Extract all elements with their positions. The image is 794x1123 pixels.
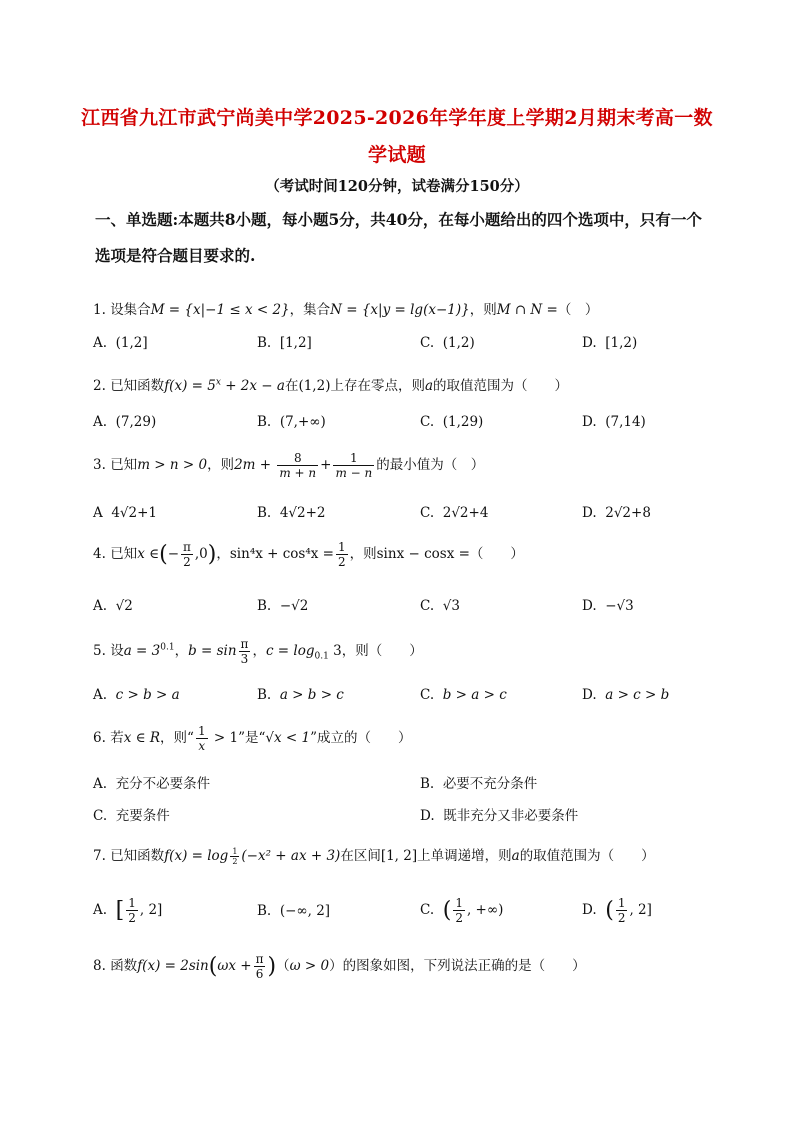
question-1-option-d[interactable]: D. [1,2) [582, 335, 638, 351]
question-3-option-a[interactable]: A 4√2+1 [93, 505, 158, 521]
question-2-option-a[interactable]: A. (7,29) [93, 414, 157, 430]
question-5-option-c[interactable]: C. b > a > c [420, 687, 507, 703]
fraction-one-half: $\frac{1}{2}$ [337, 540, 346, 569]
question-6-option-a[interactable]: A. 充分不必要条件 [93, 776, 211, 792]
question-7-option-b[interactable]: B. (−∞, 2] [257, 903, 331, 919]
question-2-option-b[interactable]: B. (7,+∞) [257, 414, 326, 430]
question-4-option-d[interactable]: D. −√3 [582, 598, 634, 614]
question-6: 6. 若x ∈ R，则“ $\frac{1}{x}$ > 1”是“√x < 1”成立的（ ） [93, 724, 412, 753]
question-5-option-b[interactable]: B. a > b > c [257, 687, 344, 703]
fraction-8-over-m-plus-n: $\frac{8}{m + n}$ [279, 451, 317, 480]
question-6-option-c[interactable]: C. 充要条件 [93, 808, 170, 824]
question-2-option-d[interactable]: D. (7,14) [582, 414, 646, 430]
question-3-option-d[interactable]: D. 2√2+8 [582, 505, 651, 521]
question-4-option-c[interactable]: C. √3 [420, 598, 460, 614]
fraction-1-over-x: $\frac{1}{x}$ [197, 724, 206, 753]
question-1: 1. 设集合M = {x|−1 ≤ x < 2}，集合N = {x|y = lg(x−1)}，则M ∩ N =（ ） [93, 302, 599, 318]
fraction-one-half: $\frac{1}{2}$ [455, 896, 463, 925]
question-7-option-a[interactable]: A. [ $\frac{1}{2}$ , 2] [93, 896, 163, 925]
fraction-pi-over-3: $\frac{\pi}{3}$ [240, 637, 249, 666]
question-3: 3. 已知m > n > 0，则2m + $\frac{8}{m + n}$ + $\frac{1}{m - n}$ 的最小值为（ ） [93, 451, 485, 480]
question-4-option-b[interactable]: B. −√2 [257, 598, 309, 614]
exam-title-line1: 江西省九江市武宁尚美中学2025-2026年学年度上学期2月期末考高一数 [81, 107, 713, 129]
fraction-1-over-m-minus-n: $\frac{1}{m - n}$ [335, 451, 373, 480]
exam-title-line2: 学试题 [368, 144, 426, 166]
question-3-option-b[interactable]: B. 4√2+2 [257, 505, 326, 521]
fraction-pi-over-2: $\frac{\pi}{2}$ [183, 540, 191, 569]
question-4: 4. 已知x ∈(− $\frac{\pi}{2}$ ,0)，sin⁴x + cos⁴x = $\frac{1}{2}$ ，则sinx − cosx =（ ） [93, 540, 524, 569]
section-heading: 一、单选题:本题共8小题，每小题5分，共40分，在每小题给出的四个选项中，只有一个选项是符合题目要求的. [95, 210, 702, 265]
question-1-option-c[interactable]: C. (1,2) [420, 335, 475, 351]
question-6-option-b[interactable]: B. 必要不充分条件 [420, 776, 538, 792]
fraction-one-half: $\frac{1}{2}$ [128, 896, 136, 925]
question-2: 2. 已知函数$f(x) = 5^x + 2x - a$在(1,2)上存在零点，则a的取值范围为（ ） [93, 377, 569, 394]
question-3-option-c[interactable]: C. 2√2+4 [420, 505, 489, 521]
log-base-one-half: $\frac{1}{2}$ [232, 846, 238, 866]
fraction-pi-over-6: $\frac{\pi}{6}$ [255, 952, 264, 981]
question-6-option-d[interactable]: D. 既非充分又非必要条件 [420, 808, 579, 824]
fraction-one-half: $\frac{1}{2}$ [617, 896, 626, 925]
question-2-option-c[interactable]: C. (1,29) [420, 414, 484, 430]
question-1-option-a[interactable]: A. (1,2] [93, 335, 148, 351]
question-5: 5. 设$a = 3^{0.1}$，b = sin $\frac{\pi}{3}$ ，$c = \log_{0.1} 3$，则（ ） [93, 637, 423, 666]
question-4-option-a[interactable]: A. √2 [93, 598, 133, 614]
question-7-option-d[interactable]: D. ( $\frac{1}{2}$ , 2] [582, 896, 652, 925]
question-5-option-a[interactable]: A. c > b > a [93, 687, 180, 703]
question-5-option-d[interactable]: D. a > c > b [582, 687, 670, 703]
question-8: 8. 函数f(x) = 2sin(ωx + $\frac{\pi}{6}$ )（ω > 0）的图象如图，下列说法正确的是（ ） [93, 952, 586, 981]
question-7-option-c[interactable]: C. ( $\frac{1}{2}$ , +∞) [420, 896, 504, 925]
question-1-option-b[interactable]: B. [1,2] [257, 335, 312, 351]
exam-subtitle: （考试时间120分钟，试卷满分150分） [265, 178, 529, 195]
question-7: 7. 已知函数f(x) = log $\frac{1}{2}$ (−x² + ax + 3)在区间[1, 2]上单调递增，则a的取值范围为（ ） [93, 846, 655, 866]
